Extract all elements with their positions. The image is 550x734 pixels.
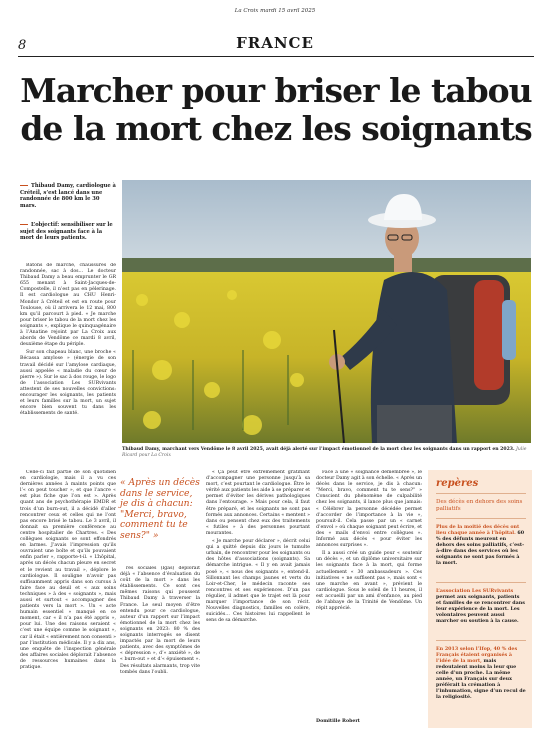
paragraph: Il a aussi créé un guide pour « soutenir un décès », et un diplôme universitaire sur les soignants face à la mort, qui forme actuellement « 30 ambassadeurs ». Ces initiatives « ne suffisent pas », mais sont « une marche en avant », prévient le cardiologue. Sous le soleil de 11 heures, il est accueilli par un ami d’enfance, au pied de l’abbaye de la Trinité de Vendôme. Un répit apprécié. <box>316 551 422 612</box>
paragraph: « Je marche pour déclarer », décrit celui qui a quitté depuis dix jours le tumulte urbain, de rencontrer pour les soignants ou des hôtes d’associations (soignants). Sa démarche intrigue. « Il y en avait jamais posé », « nous des soignants », entend-il. Sillonnant les champs jaunes et verts du Loir-et-Cher, le médecin raconte ses rencontres et ses expériences. D’un pas régulier, il admet que le trajet est là pour marquer l’importance de son récit. Nouvelles diagnostics, familles en colère, suicidés… Ces histoires lui rappellent le sens de sa démarche. <box>206 539 310 624</box>
summary-text-1: Thibaud Damy, cardiologue à Créteil, s’est lancé dans une randonnée de 800 km le 30 mars. <box>20 183 116 209</box>
photo-caption <box>122 447 531 459</box>
section-title: FRANCE <box>236 34 314 52</box>
photo-credit: Julie Ricard pour La Croix <box>122 447 527 458</box>
accent-bar <box>20 224 28 226</box>
caption-text: Thibaud Damy, marchant vers Vendôme le 8 avril 2025, avait déjà alerté sur l’impact émotionnel de la mort chez les soignants dans un rapport en 2023. <box>122 447 515 452</box>
paragraph: Sur son chapeau blanc, une broche « Bécassa amylose » (énergie de son travail décidé sur l’amylose cardiaque, aussi appelée « maladie du cœur de pierre »). Sur le sac à dos rouge, le logo de l’association Les SURvivants attestent de ses nouvelles convictions: encourager les soignants, les patients et leurs familles sur la mort, un sujet encore bien souvent tu dans les établissements de santé. <box>20 350 116 417</box>
paragraph: Face à une « soignance démembrée », le docteur Damy agit à son échelle. « Après un décès dans le service, je dis à chacun: "Merci, bravo, comment tu te sens?" » Conscient du phénomène de culpabilité chez les soignants, il lance plus que jamais: « Célébrer la personne décédée permet d’accorder de l’importance à la vie », poursuit-il. Cela passe par un « carnet d’envol » où chaque soignant peut écrire, et des « mails d’envoi entre collègues ». Informé aux décès « pour éviter les annonces surprises ». <box>316 470 422 549</box>
reperes-text: 60 % des défunts meurent en dehors des soins palliatifs, c’est-à-dire dans des services où les soignants ne sont pas formés à la mort. <box>436 530 525 566</box>
reperes-title: repères <box>436 478 479 489</box>
reperes-highlight: En 2013 selon l’Ifop, 40 % des Français étaient organisés à l’idée de la mort, <box>436 646 518 664</box>
headline-line-1: Marcher pour briser le tabou <box>20 71 532 110</box>
article-column-4 <box>316 470 422 718</box>
article-column-3 <box>206 470 310 726</box>
reperes-text: mais redoutaient moins la leur que celle d’un proche. La même année, un Français sur deux préférait la crémation à l’inhumation, signe d’un recul de la religiosité. <box>436 658 526 700</box>
article-photo <box>122 180 531 443</box>
article-column-2 <box>120 566 200 726</box>
divider <box>436 640 526 641</box>
author-signature: Domitille Robert <box>316 719 360 724</box>
paragraph: Bâtons de marche, chaussures de randonnée, sac à dos… Le docteur Thibaud Damy a beau emprunter le GR 655 menant à Saint-Jacques-de-Compostelle, il n’est pas en pèlerinage. Il est cardiologue au CHU Henri-Mondor à Créteil et est en route pour Toulouse, où il arrivera le 12 mai, 800 km qu’il parcourt à pied. « Je marche pour briser le tabou de la mort chez les soignants », explique le quinquagénaire à l’Anatine rejoint par La Croix aux abords de Vendôme ce mardi 8 avril, deuxième étape du périple. <box>20 263 116 348</box>
hiker-in-rapeseed-field-photo <box>122 180 531 443</box>
article-column-1b <box>20 470 116 726</box>
page-number: 8 <box>18 38 27 53</box>
reperes-highlight: Plus de la moitié des décès ont lieu chaque année à l’hôpital. <box>436 524 520 536</box>
reperes-item <box>436 524 526 566</box>
reperes-item <box>436 646 526 700</box>
pull-quote: « Après un décès dans le service, je dis à chacun: "Merci, bravo, comment tu te sens?" » <box>120 477 200 541</box>
reperes-item <box>436 588 526 624</box>
reperes-text: permet aux soignants, patients et familles de se rencontrer dans leur expérience de la mort. Les volontaires peuvent aussi marcher ou soutien à la cause. <box>436 594 525 624</box>
paragraph: Celle-ci fait partie de son quotidien en cardiologie, mais il a vu ces dernières années à maints points que l’« on peut toucher », et que l’ancre « est plus fiche que l’on est ». Après quant ans de psychothérapie EMDR et trois d’un burn-out, il a décidé d’aller rencontrer ceux et celles qui ne l’ont pas encore brisé le tabou. Le 3 avril, il donnait sa première conférence au centre hospitalier de Chartres. « Des collègues soignants se sont effondrés en larmes. J’avais l’impression qu’ils ouvraient une boîte et qu’ils pouvaient enfin parler », rapporte-t-il. « L’hôpital, après un décès chacun pleure en secret et le revient au travail », déplore le cardiologue. Il souligne n’avoir pas suffisamment appris dans son cursus à faire face au deuil et « aux soins techniques » à des « soignants », mais aussi et surtout « accompagner des patients vers la mort ». Un « acte humain essentiel » manqué en ce moment, car « il n’a pas été appris », pour lui. Une des raisons seraient « c’est une équipe comme le soignant », car il était « entièrement non consenti » par l’institution médicale. Il y a dix ans, une enquête de l’inspection générale des affaires sociales déplorait l’absence de ressources humaines dans la pratique. <box>20 470 116 670</box>
divider <box>436 493 526 494</box>
summary-text-2: L’objectif: sensibiliser sur le sujet des soignants face à la mort de leurs patients. <box>20 222 113 242</box>
summary-item <box>20 222 116 242</box>
masthead: La Croix mardi 15 avril 2025 <box>234 8 316 14</box>
section-rule <box>18 56 534 57</box>
summary-item <box>20 183 116 209</box>
reperes-subtitle: Des décès en dehors des soins palliatifs <box>436 499 523 512</box>
accent-bar <box>20 185 28 187</box>
article-column-1 <box>20 263 116 468</box>
paragraph: « Ça peut être extrêmement gratifiant d’accompagner une personne jusqu’à sa mort, c’est pourtant le cardiologue. Être le vérité aux patients les aide à se préparer et permet d’éviter les dérives pathologiques dans l’entourage. » Mais pour cela, il faut être préparé, et les soignants ne sont pas formés aux annonces. Certains « mentent » dans ou pensent chez eux des traitements « futiles » à des personnes pourtant mourantes. <box>206 470 310 536</box>
divider <box>436 582 526 583</box>
reperes-highlight: L’association Les SURvivants <box>436 588 514 594</box>
headline-line-2: de la mort chez les soignants <box>20 109 532 148</box>
divider <box>436 518 526 519</box>
headline <box>18 72 534 148</box>
paragraph: res sociales (Igas) déplorait déjà « l’absence d’évaluation du coût de la mort » dans les établissements. Ce sont ces mêmes raisons qui poussent Thibaud Damy à traverser la France. Le seul moyen d’être entendu pour ce cardiologue, auteur d’un rapport sur l’impact émotionnel de la mort chez les soignants en 2023: 80 % des soignants interrogés se disent impactés par la mort de leurs patients, avec des symptômes de « dépression », d’« anxiété », de « burn-out » et d’« épuisement ». Des résultats alarmants, trop vite tombés dans l’oubli. <box>120 566 200 675</box>
